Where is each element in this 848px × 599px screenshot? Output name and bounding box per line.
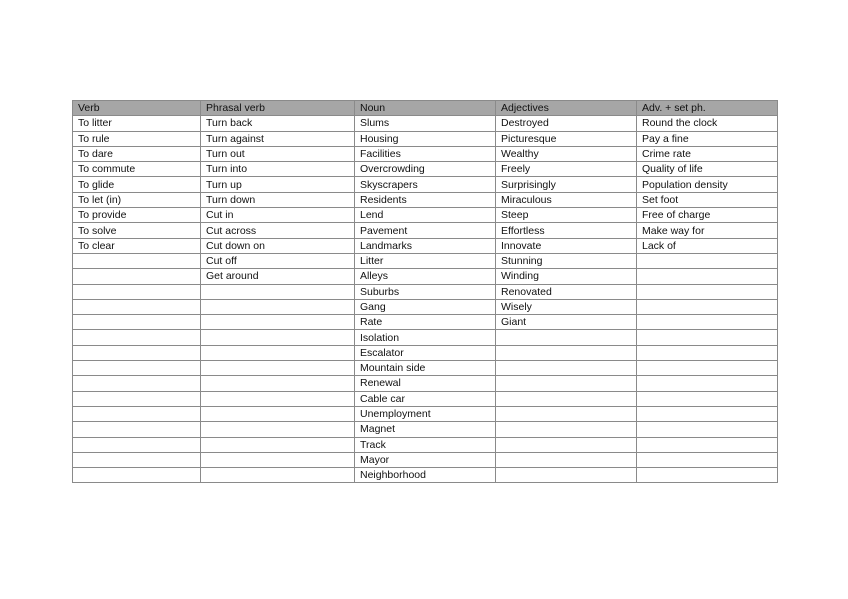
table-row xyxy=(73,330,778,345)
verb-cell: To litter xyxy=(73,116,201,131)
adv-set-phrase-cell: Quality of life xyxy=(637,162,778,177)
verb-cell xyxy=(73,361,201,376)
phrasal-verb-cell xyxy=(201,330,355,345)
adjective-cell xyxy=(496,361,637,376)
table-row xyxy=(73,376,778,391)
verb-cell xyxy=(73,299,201,314)
phrasal-verb-cell xyxy=(201,452,355,467)
table-row xyxy=(73,468,778,483)
phrasal-verb-cell xyxy=(201,284,355,299)
table-row xyxy=(73,223,778,238)
noun-cell: Neighborhood xyxy=(355,468,496,483)
noun-cell: Renewal xyxy=(355,376,496,391)
adv-set-phrase-cell: Set foot xyxy=(637,192,778,207)
phrasal-verb-cell xyxy=(201,391,355,406)
header-noun: Noun xyxy=(355,101,496,116)
adv-set-phrase-cell xyxy=(637,345,778,360)
phrasal-verb-cell xyxy=(201,376,355,391)
phrasal-verb-cell xyxy=(201,345,355,360)
table-row xyxy=(73,192,778,207)
table-row xyxy=(73,299,778,314)
noun-cell: Facilities xyxy=(355,146,496,161)
verb-cell xyxy=(73,253,201,268)
phrasal-verb-cell xyxy=(201,299,355,314)
adv-set-phrase-cell: Round the clock xyxy=(637,116,778,131)
table-row xyxy=(73,116,778,131)
adjective-cell: Effortless xyxy=(496,223,637,238)
phrasal-verb-cell: Turn back xyxy=(201,116,355,131)
verb-cell: To dare xyxy=(73,146,201,161)
adv-set-phrase-cell xyxy=(637,253,778,268)
adv-set-phrase-cell: Free of charge xyxy=(637,208,778,223)
phrasal-verb-cell xyxy=(201,468,355,483)
adv-set-phrase-cell xyxy=(637,269,778,284)
phrasal-verb-cell: Turn down xyxy=(201,192,355,207)
noun-cell: Housing xyxy=(355,131,496,146)
table-row xyxy=(73,422,778,437)
adjective-cell: Steep xyxy=(496,208,637,223)
noun-cell: Litter xyxy=(355,253,496,268)
verb-cell xyxy=(73,452,201,467)
adjective-cell: Stunning xyxy=(496,253,637,268)
phrasal-verb-cell xyxy=(201,361,355,376)
adjective-cell: Freely xyxy=(496,162,637,177)
noun-cell: Lend xyxy=(355,208,496,223)
adjective-cell: Innovate xyxy=(496,238,637,253)
verb-cell xyxy=(73,330,201,345)
adjective-cell: Surprisingly xyxy=(496,177,637,192)
table-row xyxy=(73,269,778,284)
adjective-cell: Picturesque xyxy=(496,131,637,146)
verb-cell: To let (in) xyxy=(73,192,201,207)
adjective-cell: Winding xyxy=(496,269,637,284)
table-row xyxy=(73,208,778,223)
noun-cell: Residents xyxy=(355,192,496,207)
adv-set-phrase-cell xyxy=(637,361,778,376)
table-row xyxy=(73,406,778,421)
noun-cell: Gang xyxy=(355,299,496,314)
adv-set-phrase-cell xyxy=(637,452,778,467)
table-row xyxy=(73,452,778,467)
adjective-cell: Wealthy xyxy=(496,146,637,161)
adv-set-phrase-cell xyxy=(637,406,778,421)
table-row xyxy=(73,437,778,452)
noun-cell: Alleys xyxy=(355,269,496,284)
adjective-cell xyxy=(496,330,637,345)
adjective-cell xyxy=(496,452,637,467)
adjective-cell: Giant xyxy=(496,315,637,330)
adv-set-phrase-cell xyxy=(637,437,778,452)
table-row xyxy=(73,284,778,299)
phrasal-verb-cell: Turn up xyxy=(201,177,355,192)
verb-cell: To commute xyxy=(73,162,201,177)
adv-set-phrase-cell xyxy=(637,315,778,330)
noun-cell: Unemployment xyxy=(355,406,496,421)
table-row xyxy=(73,345,778,360)
adjective-cell xyxy=(496,376,637,391)
table-row xyxy=(73,146,778,161)
noun-cell: Magnet xyxy=(355,422,496,437)
table-row xyxy=(73,391,778,406)
phrasal-verb-cell: Turn against xyxy=(201,131,355,146)
verb-cell: To glide xyxy=(73,177,201,192)
verb-cell xyxy=(73,315,201,330)
table-row xyxy=(73,177,778,192)
verb-cell xyxy=(73,422,201,437)
phrasal-verb-cell: Cut in xyxy=(201,208,355,223)
adjective-cell xyxy=(496,406,637,421)
table-row xyxy=(73,162,778,177)
table-row xyxy=(73,238,778,253)
noun-cell: Skyscrapers xyxy=(355,177,496,192)
table-row xyxy=(73,253,778,268)
adv-set-phrase-cell: Lack of xyxy=(637,238,778,253)
header-verb: Verb xyxy=(73,101,201,116)
adv-set-phrase-cell xyxy=(637,391,778,406)
phrasal-verb-cell: Get around xyxy=(201,269,355,284)
table-body xyxy=(73,116,778,483)
adv-set-phrase-cell: Pay a fine xyxy=(637,131,778,146)
adv-set-phrase-cell xyxy=(637,422,778,437)
phrasal-verb-cell: Cut down on xyxy=(201,238,355,253)
noun-cell: Overcrowding xyxy=(355,162,496,177)
phrasal-verb-cell xyxy=(201,437,355,452)
phrasal-verb-cell xyxy=(201,406,355,421)
verb-cell: To provide xyxy=(73,208,201,223)
phrasal-verb-cell: Turn into xyxy=(201,162,355,177)
noun-cell: Cable car xyxy=(355,391,496,406)
noun-cell: Suburbs xyxy=(355,284,496,299)
phrasal-verb-cell xyxy=(201,315,355,330)
noun-cell: Rate xyxy=(355,315,496,330)
noun-cell: Mountain side xyxy=(355,361,496,376)
table-row xyxy=(73,131,778,146)
adjective-cell: Wisely xyxy=(496,299,637,314)
vocabulary-table xyxy=(72,100,778,483)
noun-cell: Isolation xyxy=(355,330,496,345)
phrasal-verb-cell: Cut off xyxy=(201,253,355,268)
adjective-cell: Renovated xyxy=(496,284,637,299)
verb-cell xyxy=(73,376,201,391)
adjective-cell xyxy=(496,422,637,437)
table-header xyxy=(73,101,778,116)
noun-cell: Track xyxy=(355,437,496,452)
phrasal-verb-cell: Turn out xyxy=(201,146,355,161)
adjective-cell: Destroyed xyxy=(496,116,637,131)
verb-cell xyxy=(73,468,201,483)
adv-set-phrase-cell: Population density xyxy=(637,177,778,192)
adv-set-phrase-cell xyxy=(637,284,778,299)
verb-cell: To rule xyxy=(73,131,201,146)
noun-cell: Landmarks xyxy=(355,238,496,253)
adv-set-phrase-cell xyxy=(637,299,778,314)
adv-set-phrase-cell xyxy=(637,330,778,345)
header-adjectives: Adjectives xyxy=(496,101,637,116)
adjective-cell xyxy=(496,437,637,452)
header-adv-set-phrase: Adv. + set ph. xyxy=(637,101,778,116)
phrasal-verb-cell: Cut across xyxy=(201,223,355,238)
phrasal-verb-cell xyxy=(201,422,355,437)
table-row xyxy=(73,361,778,376)
noun-cell: Slums xyxy=(355,116,496,131)
verb-cell xyxy=(73,406,201,421)
adjective-cell xyxy=(496,345,637,360)
adv-set-phrase-cell: Make way for xyxy=(637,223,778,238)
noun-cell: Mayor xyxy=(355,452,496,467)
verb-cell xyxy=(73,345,201,360)
verb-cell xyxy=(73,269,201,284)
table-row xyxy=(73,315,778,330)
header-row xyxy=(73,101,778,116)
adv-set-phrase-cell xyxy=(637,376,778,391)
adjective-cell xyxy=(496,468,637,483)
verb-cell xyxy=(73,284,201,299)
verb-cell: To clear xyxy=(73,238,201,253)
header-phrasal-verb: Phrasal verb xyxy=(201,101,355,116)
verb-cell xyxy=(73,391,201,406)
adjective-cell xyxy=(496,391,637,406)
adv-set-phrase-cell: Crime rate xyxy=(637,146,778,161)
noun-cell: Pavement xyxy=(355,223,496,238)
adjective-cell: Miraculous xyxy=(496,192,637,207)
verb-cell: To solve xyxy=(73,223,201,238)
adv-set-phrase-cell xyxy=(637,468,778,483)
verb-cell xyxy=(73,437,201,452)
noun-cell: Escalator xyxy=(355,345,496,360)
